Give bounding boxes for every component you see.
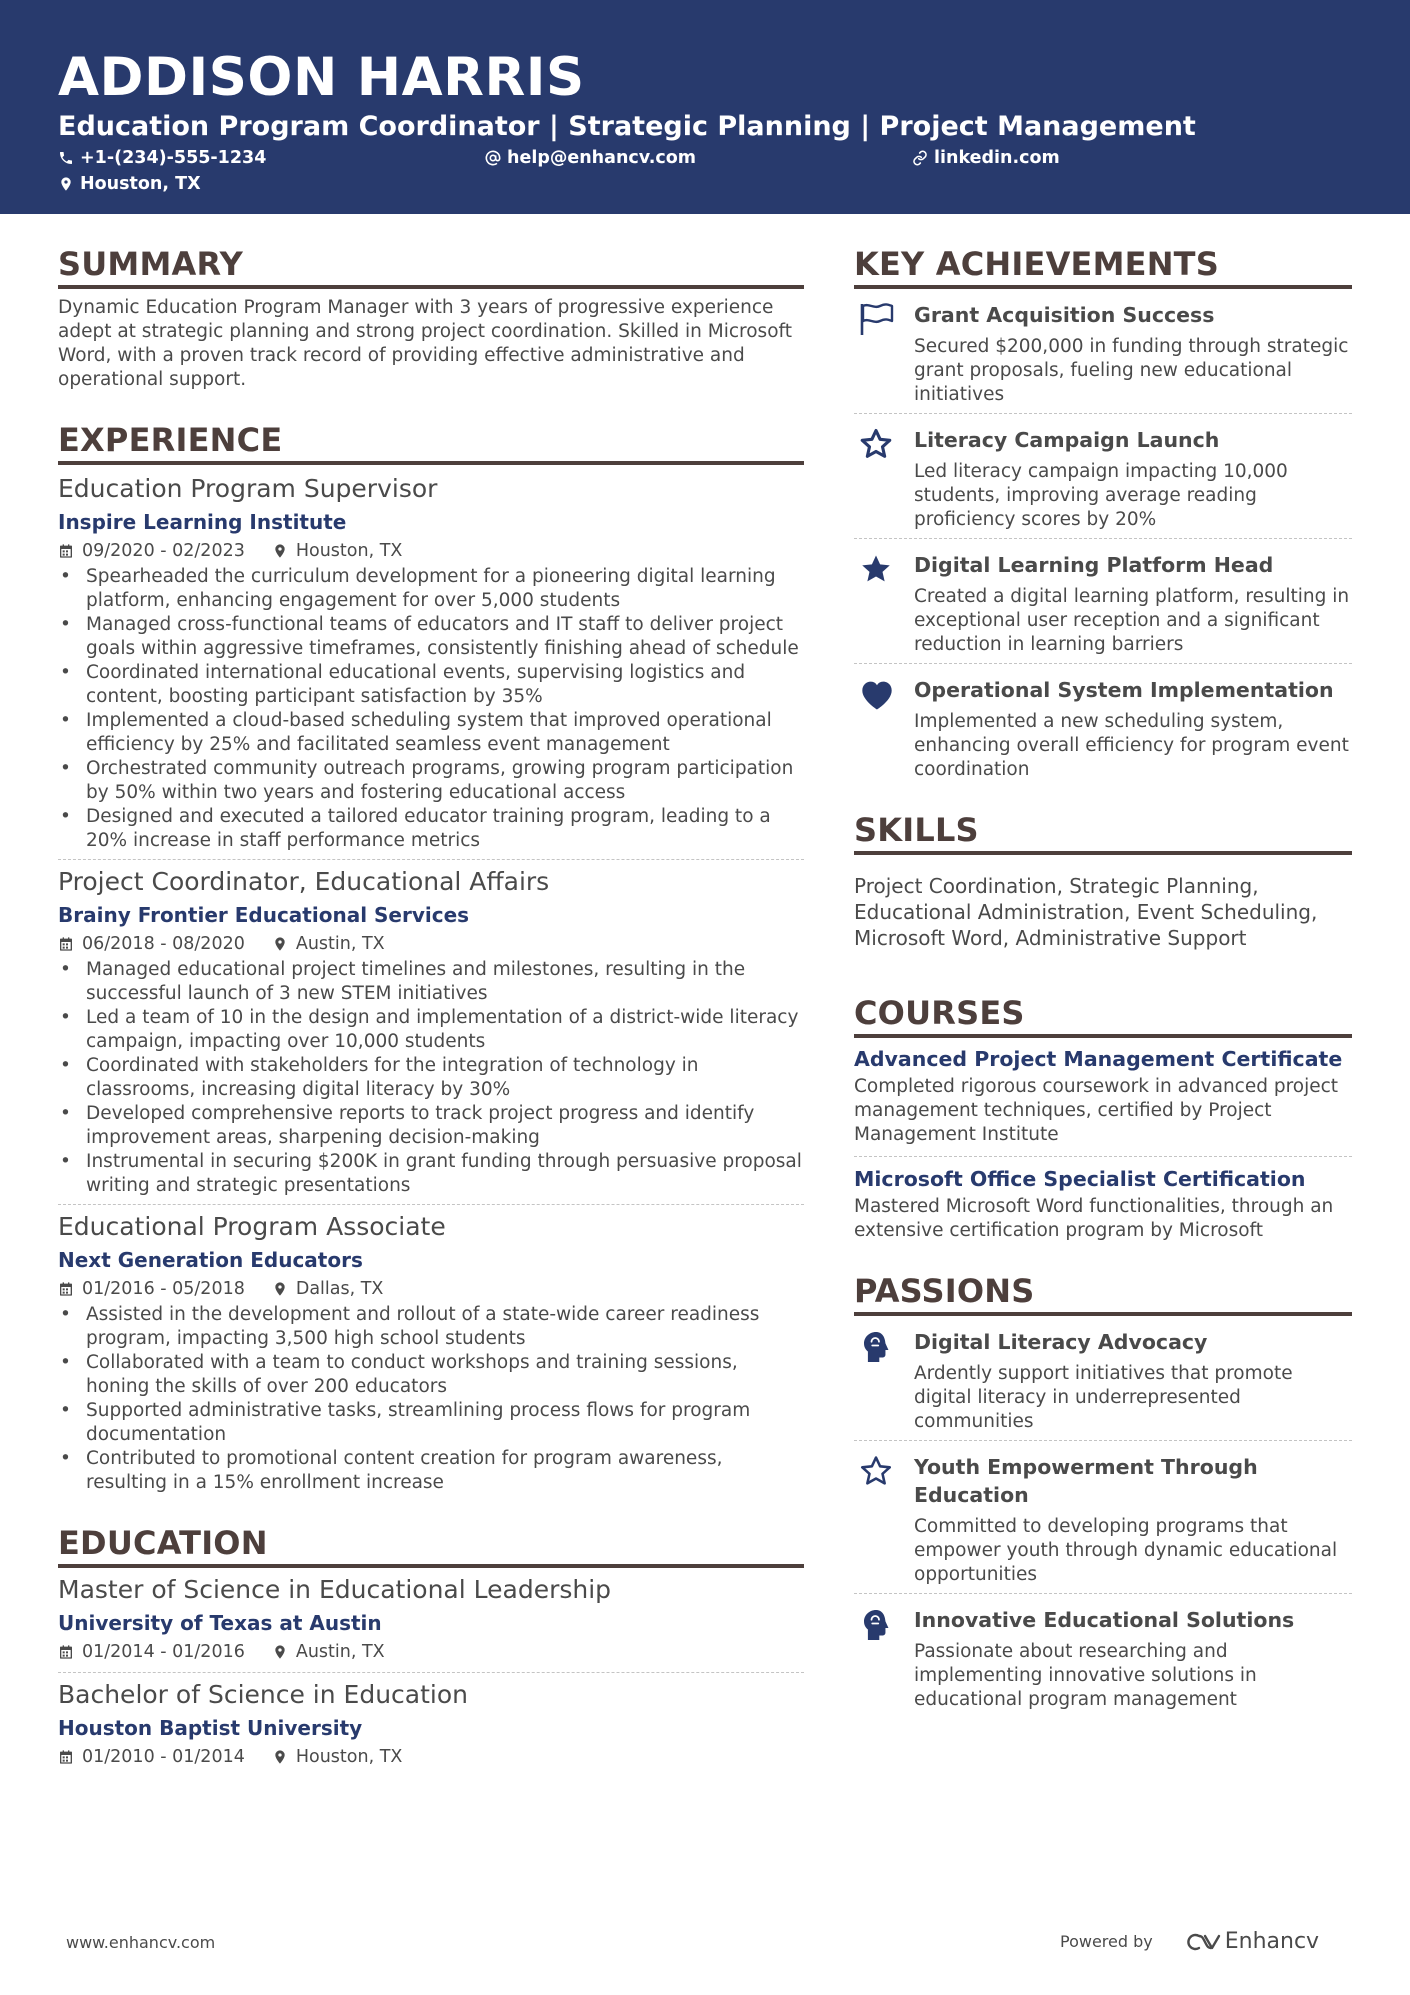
experience-item [58,472,804,860]
achievement-body [914,301,1352,407]
right-column [854,244,1352,1718]
achievement-icon-wrap [854,551,914,657]
passion-body [914,1328,1352,1434]
job-title: Project Coordinator, Educational Affairs [58,867,550,896]
education-heading: EDUCATION [58,1523,804,1568]
enhancv-logo-icon [1179,1930,1225,1954]
school-name: Houston Baptist University [58,1716,363,1740]
education-meta [58,1745,804,1769]
bullet-item: • Instrumental in securing $200K in grant funding through persuasive proposal writing and strategic presentations [58,1150,804,1198]
education-item [58,1573,804,1673]
enhancv-logo [1179,1929,1319,1954]
job-title: Educational Program Associate [58,1212,446,1241]
bullet-item: • Collaborated with a team to conduct workshops and training sessions, honing the skills of over 200 educators [58,1351,804,1399]
at-sign-icon [485,150,501,166]
achievement-body [914,426,1352,532]
achievement-body [914,551,1352,657]
company-name: Next Generation Educators [58,1248,363,1272]
passion-item [854,1594,1352,1718]
bullet-item: • Orchestrated community outreach programs, growing program participation by 50% within two years and fostering educational access [58,757,804,805]
job-bullets [58,565,804,853]
bullet-item: • Contributed to promotional content creation for program awareness, resulting in a 15% enrollment increase [58,1447,804,1495]
achievements-heading: KEY ACHIEVEMENTS [854,244,1352,289]
job-location: Austin, TX [295,934,385,954]
job-location-wrap [272,1277,384,1301]
calendar-icon [58,1281,74,1297]
map-pin-icon [58,176,74,192]
job-dates: 06/2018 - 08/2020 [82,934,245,954]
star-outline-icon [858,1454,894,1488]
education-dates: 01/2010 - 01/2014 [82,1747,245,1767]
job-meta [58,932,804,956]
achievement-desc: Led literacy campaign impacting 10,000 students, improving average reading proficiency scores by 20% [914,461,1288,530]
summary-text: Dynamic Education Program Manager with 3 years of progressive experience adept at strategic planning and strong project coordination. Skilled in Microsoft Word, with a proven track record of providing effective administrative and operational support. [58,297,792,390]
calendar-icon [58,1644,74,1660]
school-name: University of Texas at Austin [58,1611,382,1635]
email-text: help@enhancv.com [507,148,697,168]
bullet-item: • Assisted in the development and rollout of a state-wide career readiness program, impacting 3,500 high school students [58,1303,804,1351]
contact-linkedin[interactable] [912,146,1060,170]
footer-website[interactable]: www.enhancv.com [66,1933,216,1952]
job-bullets [58,1303,804,1495]
phone-icon [58,150,74,166]
star-outline-icon [858,427,894,461]
head-brain-icon [858,1329,894,1365]
achievement-desc: Secured $200,000 in funding through strategic grant proposals, fueling new educational initiatives [914,336,1349,405]
experience-item [58,865,804,1205]
map-pin-icon [272,1644,288,1660]
course-desc: Mastered Microsoft Word functionalities, through an extensive certification program by Microsoft [854,1196,1334,1241]
degree-title: Bachelor of Science in Education [58,1680,469,1709]
summary-heading: SUMMARY [58,244,804,289]
passion-body [914,1606,1352,1712]
achievement-item [854,289,1352,414]
course-item [854,1157,1352,1243]
bullet-item: • Implemented a cloud-based scheduling system that improved operational efficiency by 25% and facilitated seamless event management [58,709,804,757]
location-text: Houston, TX [80,174,201,194]
bullet-item: • Designed and executed a tailored educator training program, leading to a 20% increase in staff performance metrics [58,805,804,853]
passion-icon-wrap [854,1453,914,1587]
courses-heading: COURSES [854,993,1352,1038]
achievement-title: Grant Acquisition Success [914,303,1215,327]
achievement-title: Literacy Campaign Launch [914,428,1220,452]
bullet-item: • Managed cross-functional teams of educators and IT staff to deliver project goals within aggressive timeframes, consistently finishing ahead of schedule [58,613,804,661]
bullet-item: • Managed educational project timelines and milestones, resulting in the successful launch of 3 new STEM initiatives [58,958,804,1006]
job-meta [58,539,804,563]
achievement-item [854,539,1352,664]
passion-title: Youth Empowerment Through Education [914,1455,1258,1507]
achievement-item [854,414,1352,539]
bullet-item: • Coordinated with stakeholders for the integration of technology in classrooms, increasing digital literacy by 30% [58,1054,804,1102]
achievement-icon-wrap [854,301,914,407]
job-location-wrap [272,539,403,563]
contact-phone[interactable] [58,146,266,170]
calendar-icon [58,1749,74,1765]
course-desc: Completed rigorous coursework in advanced project management techniques, certified by Project Management Institute [854,1076,1339,1145]
job-dates: 01/2016 - 05/2018 [82,1279,245,1299]
map-pin-icon [272,1281,288,1297]
map-pin-icon [272,1749,288,1765]
achievement-desc: Created a digital learning platform, resulting in exceptional user reception and a significant reduction in learning barriers [914,586,1350,655]
map-pin-icon [272,543,288,559]
education-location-wrap [272,1640,385,1664]
course-title: Advanced Project Management Certificate [854,1047,1343,1071]
phone-text: +1-(234)-555-1234 [80,148,267,168]
passion-desc: Passionate about researching and implementing innovative solutions in educational program management [914,1641,1257,1710]
candidate-name: ADDISON HARRIS [58,47,585,108]
job-location: Houston, TX [295,541,403,561]
map-pin-icon [272,936,288,952]
job-bullets [58,958,804,1198]
achievement-item [854,664,1352,788]
education-location: Austin, TX [295,1642,385,1662]
brand-name: Enhancv [1224,1929,1320,1954]
achievement-body [914,676,1352,782]
flag-icon [858,302,896,336]
skills-heading: SKILLS [854,810,1352,855]
calendar-icon [58,936,74,952]
achievement-title: Digital Learning Platform Head [914,553,1274,577]
linkedin-text: linkedin.com [934,148,1060,168]
skills-text: Project Coordination, Strategic Planning, Educational Administration, Event Scheduling, Microsoft Word, Administrative Support [854,874,1318,950]
education-location: Houston, TX [295,1747,403,1767]
passion-desc: Committed to developing programs that empower youth through dynamic educational opportunities [914,1516,1338,1585]
experience-item [58,1210,804,1495]
education-dates: 01/2014 - 01/2016 [82,1642,245,1662]
heart-icon [858,677,896,711]
passion-body [914,1453,1352,1587]
powered-by-text: Powered by [1060,1932,1153,1951]
education-item [58,1678,804,1769]
resume-header [0,0,1410,214]
achievement-desc: Implemented a new scheduling system, enhancing overall efficiency for program event coordination [914,711,1349,780]
company-name: Brainy Frontier Educational Services [58,903,470,927]
contact-location [58,172,201,196]
job-title: Education Program Supervisor [58,474,438,503]
passion-desc: Ardently support initiatives that promote digital literacy in underrepresented communities [914,1363,1293,1432]
calendar-icon [58,543,74,559]
bullet-item: • Developed comprehensive reports to track project progress and identify improvement areas, sharpening decision-making [58,1102,804,1150]
degree-title: Master of Science in Educational Leadership [58,1575,612,1604]
passion-title: Digital Literacy Advocacy [914,1330,1208,1354]
course-title: Microsoft Office Specialist Certification [854,1167,1306,1191]
left-column [58,244,804,1769]
link-icon [912,150,928,166]
passion-item [854,1441,1352,1594]
education-meta [58,1640,804,1664]
company-name: Inspire Learning Institute [58,510,347,534]
contact-email[interactable] [485,146,696,170]
passion-icon-wrap [854,1328,914,1434]
head-brain-icon [858,1607,894,1643]
bullet-item: • Led a team of 10 in the design and implementation of a district-wide literacy campaign, impacting over 10,000 students [58,1006,804,1054]
experience-heading: EXPERIENCE [58,420,804,465]
passion-item [854,1316,1352,1441]
job-location: Dallas, TX [295,1279,384,1299]
footer-brand[interactable] [1060,1929,1319,1954]
bullet-item: • Spearheaded the curriculum development for a pioneering digital learning platform, enhancing engagement for over 5,000 students [58,565,804,613]
star-filled-icon [858,552,894,586]
job-meta [58,1277,804,1301]
bullet-item: • Supported administrative tasks, streamlining process flows for program documentation [58,1399,804,1447]
achievement-title: Operational System Implementation [914,678,1334,702]
education-location-wrap [272,1745,403,1769]
passion-title: Innovative Educational Solutions [914,1608,1295,1632]
candidate-title: Education Program Coordinator | Strategic Planning | Project Management [58,111,1196,142]
job-location-wrap [272,932,385,956]
passions-heading: PASSIONS [854,1271,1352,1316]
achievement-icon-wrap [854,676,914,782]
job-dates: 09/2020 - 02/2023 [82,541,245,561]
course-item [854,1038,1352,1157]
achievement-icon-wrap [854,426,914,532]
passion-icon-wrap [854,1606,914,1712]
bullet-item: • Coordinated international educational events, supervising logistics and content, boosting participant satisfaction by 35% [58,661,804,709]
